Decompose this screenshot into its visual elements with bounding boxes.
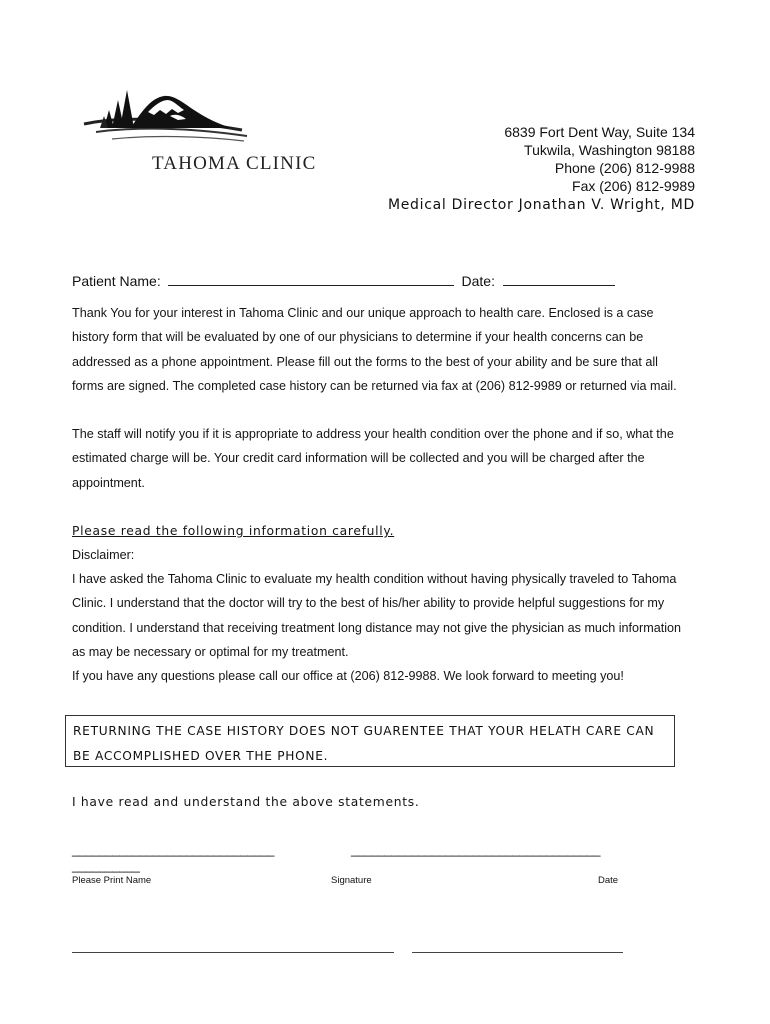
date-label: Date: [461,273,495,289]
info-heading: Please read the following information carefully. [72,524,395,538]
patient-info-row [72,271,615,289]
signature-label: Signature [331,875,372,886]
contact-text: If you have any questions please call our office at (206) 812-9988. We look forward to meeting you! [72,669,624,683]
intro-paragraph: Thank You for your interest in Tahoma Clinic and our unique approach to health care. Enclosed is a case history form that will be evaluated by one of our physicians to determine if your health concerns can be addressed as a phone appointment. Please fill out the forms to the best of your ability and be sure that all forms are signed. The completed case history can be returned via fax at (206) 812-9989 or returned via mail. [72,306,677,393]
signature-date-label: Date [598,875,619,886]
disclaimer-text: I have asked the Tahoma Clinic to evaluate my health condition without having physically traveled to Tahoma Clinic. I understand that the doctor will try to the best of his/her ability to provide helpful suggestions for my condition. I understand that receiving treatment long distance may not give the physician as much information as may be necessary or optimal for my treatment. [72,572,682,659]
notice-text: RETURNING THE CASE HISTORY DOES NOT GUARENTEE THAT YOUR HELATH CARE CAN BE ACCOMPLISHED OVER THE PHONE. [73,724,655,763]
mountain-logo-icon [82,86,352,156]
medical-director: Medical Director Jonathan V. Wright, MD [387,197,695,213]
patient-name-label: Patient Name: [72,273,161,289]
clinic-logo-text: TAHOMA CLINIC [152,153,317,174]
print-name-field[interactable]: ______________________________ [72,842,274,857]
address-line: 6839 Fort Dent Way, Suite 134 [504,124,695,140]
phone-line: Phone (206) 812-9988 [554,160,695,176]
print-name-label: Please Print Name [72,875,152,886]
patient-name-field[interactable] [168,271,454,286]
acknowledge-statement: I have read and understand the above statements. [72,795,420,809]
intro-paragraph: The staff will notify you if it is appropriate to address your health condition over the phone and if so, what the estimated charge will be. Your credit card information will be collected and you will be charged after the appointment. [72,427,674,490]
signature-field[interactable]: _____________________________________ [351,842,601,857]
fax-line: Fax (206) 812-9989 [572,178,695,194]
bottom-rule [412,952,623,953]
clinic-logo [82,86,352,182]
date-field-overflow[interactable]: __________ [72,858,140,873]
date-field[interactable] [503,271,615,286]
bottom-rule [72,952,394,953]
notice-box [65,715,675,767]
disclaimer-label: Disclaimer: [72,548,135,562]
clinic-address-block [388,123,695,214]
address-line: Tukwila, Washington 98188 [524,142,695,158]
